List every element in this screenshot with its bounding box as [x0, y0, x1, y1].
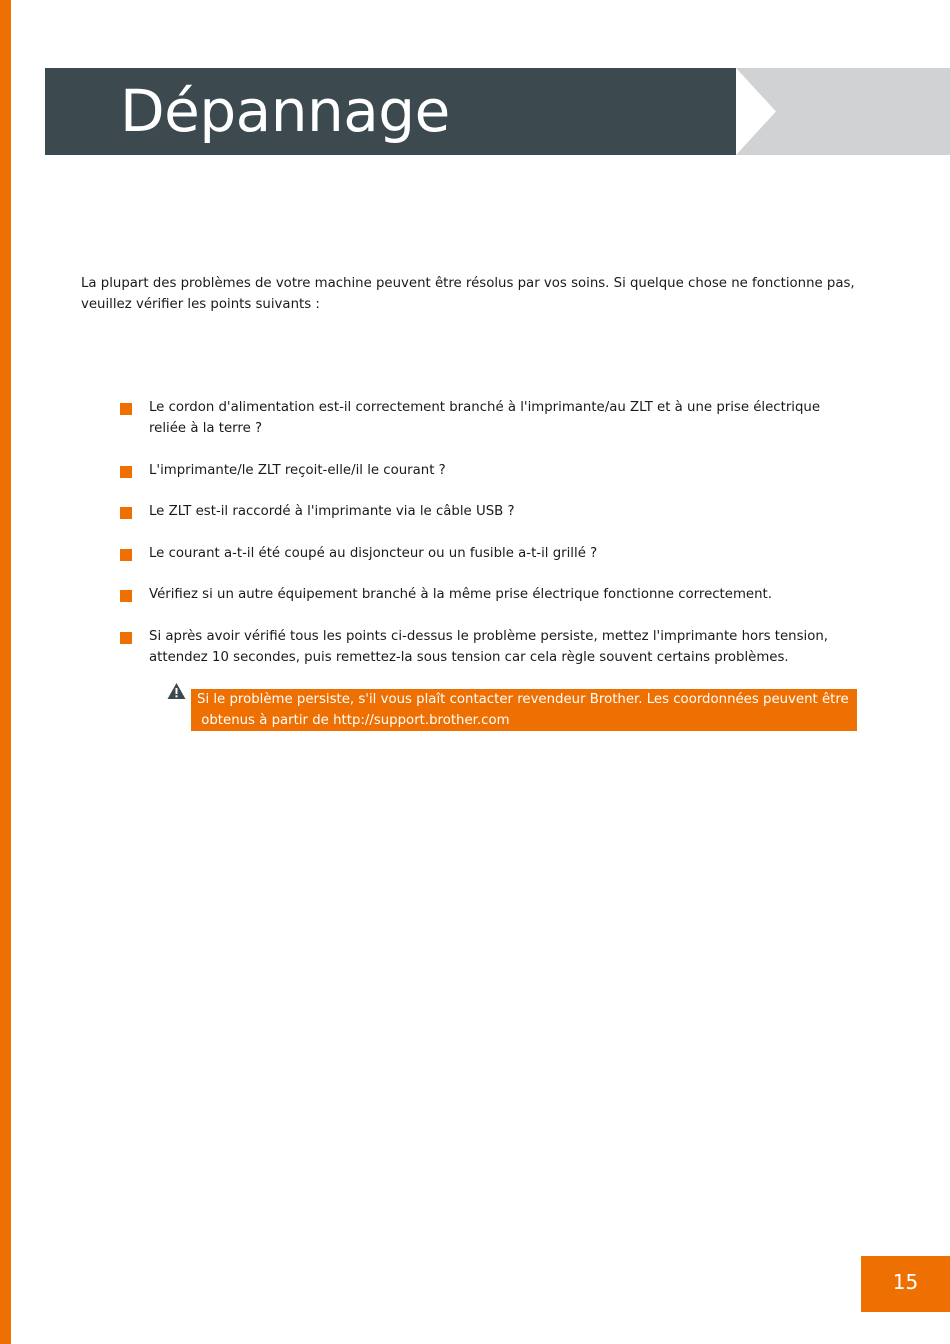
checklist-item — [119, 626, 859, 668]
warning-note-line-1: Si le problème persiste, s'il vous plaît contacter revendeur Brother. Les coordonnées peuvent être — [197, 692, 849, 707]
checklist-item-text: Le courant a-t-il été coupé au disjoncteur ou un fusible a-t-il grillé ? — [149, 545, 598, 561]
checklist-item-text: Si après avoir vérifié tous les points ci-dessus le problème persiste, mettez l'imprimante hors tension, attendez 10 secondes, puis remettez-la sous tension car cela règle souvent certains problèmes. — [149, 628, 829, 665]
square-bullet-icon — [120, 590, 132, 602]
checklist-item — [119, 543, 859, 564]
square-bullet-icon — [120, 507, 132, 519]
checklist-item-text: Le cordon d'alimentation est-il correctement branché à l'imprimante/au ZLT et à une prise électrique reliée à la terre ? — [149, 400, 821, 436]
square-bullet-icon — [120, 632, 132, 644]
checklist-item — [119, 460, 859, 481]
checklist-item-text: Vérifiez si un autre équipement branché à la même prise électrique fonctionne correctement. — [149, 587, 772, 602]
warning-note — [191, 689, 857, 731]
checklist-item-text: Le ZLT est-il raccordé à l'imprimante via le câble USB ? — [149, 504, 515, 519]
checklist-item — [119, 397, 859, 439]
warning-note-line-2: obtenus à partir de http://support.brother.com — [197, 713, 510, 728]
warning-triangle-icon — [167, 682, 186, 700]
page-number: 15 — [861, 1256, 950, 1312]
square-bullet-icon — [120, 549, 132, 561]
checklist-item-text: L'imprimante/le ZLT reçoit-elle/il le courant ? — [149, 462, 446, 478]
troubleshooting-checklist — [119, 397, 859, 688]
square-bullet-icon — [120, 403, 132, 415]
intro-paragraph: La plupart des problèmes de votre machine peuvent être résolus par vos soins. Si quelque chose ne fonctionne pas, veuillez vérifier les points suivants : — [81, 276, 855, 312]
square-bullet-icon — [120, 466, 132, 478]
checklist-item — [119, 584, 859, 605]
left-accent-bar — [0, 0, 11, 1344]
checklist-item — [119, 501, 859, 522]
header-chevron-tab — [736, 68, 950, 155]
page-title: Dépannage — [120, 77, 450, 145]
